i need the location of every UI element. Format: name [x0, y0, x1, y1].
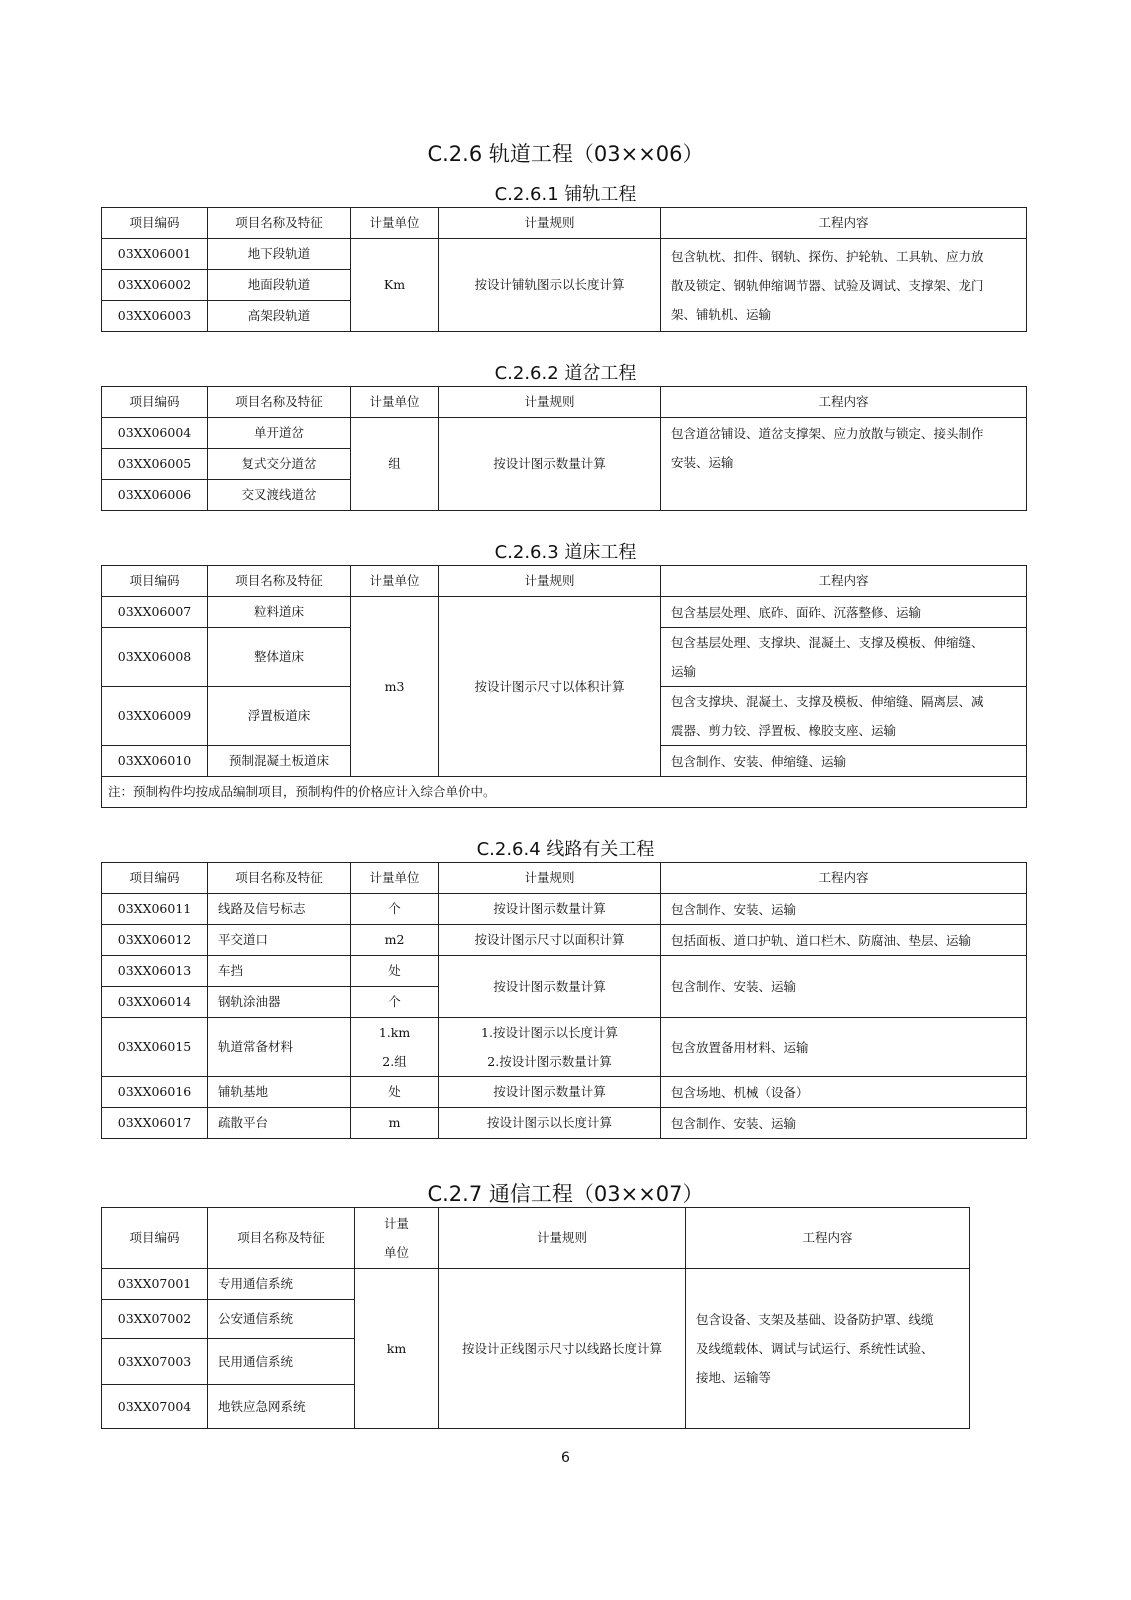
content-line: 包含基层处理、支撑块、混凝土、支撑及模板、伸缩缝、: [671, 635, 984, 650]
item-code: 03XX06004: [102, 418, 208, 449]
item-name: 粒料道床: [208, 597, 351, 628]
table-note-row: [102, 777, 1027, 808]
subsection-title-turnout: C.2.6.2 道岔工程: [494, 363, 637, 384]
item-rule: 按设计图示尺寸以体积计算: [439, 597, 661, 777]
item-content: [686, 1269, 970, 1429]
item-name: 预制混凝土板道床: [208, 746, 351, 777]
header-name: 项目名称及特征: [208, 863, 351, 894]
content-line: 散及锁定、钢轨伸缩调节器、试验及调试、支撑架、龙门: [671, 277, 984, 293]
table-track-laying: [101, 207, 1027, 332]
content-line: 包含轨枕、扣件、钢轨、探伤、护轮轨、工具轨、应力放: [671, 248, 984, 264]
table-row: [102, 1077, 1027, 1108]
item-unit: 处: [351, 956, 439, 987]
item-unit: 个: [351, 894, 439, 925]
item-code: 03XX06007: [102, 597, 208, 628]
content-line: 安装、运输: [671, 455, 734, 470]
item-name: 线路及信号标志: [208, 894, 351, 925]
item-name: 专用通信系统: [208, 1269, 355, 1300]
item-name: 浮置板道床: [208, 687, 351, 746]
header-code: 项目编码: [102, 863, 208, 894]
table-row: [102, 1018, 1027, 1077]
table-row: [102, 925, 1027, 956]
content-line: 震器、剪力铰、浮置板、橡胶支座、运输: [671, 723, 897, 738]
header-code: 项目编码: [102, 1208, 208, 1269]
header-unit: 计量单位: [351, 208, 439, 239]
unit-line: 2.组: [382, 1054, 407, 1069]
content-line: 包含支撑块、混凝土、支撑及模板、伸缩缝、隔离层、减: [671, 694, 984, 709]
content-line: 架、铺轨机、运输: [671, 306, 772, 322]
header-content: 工程内容: [661, 566, 1027, 597]
item-content: [661, 687, 1027, 746]
item-code: 03XX06014: [102, 987, 208, 1018]
section-title-main: C.2.6 轨道工程（03××06）: [427, 142, 704, 166]
item-code: 03XX06009: [102, 687, 208, 746]
item-code: 03XX06003: [102, 301, 208, 332]
item-code: 03XX06017: [102, 1108, 208, 1139]
table-communication: [101, 1207, 970, 1429]
item-code: 03XX07002: [102, 1300, 208, 1339]
item-code: 03XX06001: [102, 239, 208, 270]
item-unit: km: [355, 1269, 439, 1429]
item-name: 复式交分道岔: [208, 449, 351, 480]
item-name: 地铁应急网系统: [208, 1385, 355, 1429]
header-unit-line: 单位: [383, 1245, 409, 1260]
item-code: 03XX06008: [102, 628, 208, 687]
item-rule: 按设计铺轨图示以长度计算: [439, 239, 661, 332]
header-name: 项目名称及特征: [208, 208, 351, 239]
subsection-title-track-laying: C.2.6.1 铺轨工程: [494, 184, 637, 205]
header-code: 项目编码: [102, 208, 208, 239]
header-unit: 计量单位: [351, 387, 439, 418]
header-rule: 计量规则: [439, 208, 661, 239]
item-content: [661, 597, 1027, 628]
item-name: 车挡: [208, 956, 351, 987]
item-content: [661, 239, 1027, 332]
item-unit: m3: [351, 597, 439, 777]
subsection-title-track-bed: C.2.6.3 道床工程: [494, 542, 637, 563]
item-rule: 按设计图示以长度计算: [439, 1108, 661, 1139]
rule-line: 2.按设计图示数量计算: [487, 1054, 612, 1069]
item-rule: 按设计图示尺寸以面积计算: [439, 925, 661, 956]
table-row: [102, 239, 1027, 270]
header-name: 项目名称及特征: [208, 1208, 355, 1269]
item-rule: 按设计图示数量计算: [439, 1077, 661, 1108]
header-rule: 计量规则: [439, 387, 661, 418]
item-content: 包含场地、机械（设备）: [661, 1077, 1027, 1108]
item-rule: [439, 1018, 661, 1077]
item-code: 03XX07001: [102, 1269, 208, 1300]
item-code: 03XX06013: [102, 956, 208, 987]
item-rule: 按设计图示数量计算: [439, 418, 661, 511]
item-unit: m: [351, 1108, 439, 1139]
header-rule: 计量规则: [439, 1208, 686, 1269]
item-code: 03XX07004: [102, 1385, 208, 1429]
item-content: 包含制作、安装、运输: [661, 1108, 1027, 1139]
item-name: 钢轨涂油器: [208, 987, 351, 1018]
item-code: 03XX06005: [102, 449, 208, 480]
header-rule: 计量规则: [439, 566, 661, 597]
item-unit: m2: [351, 925, 439, 956]
item-unit: Km: [351, 239, 439, 332]
item-rule: 按设计图示数量计算: [439, 894, 661, 925]
header-unit-line: 计量: [383, 1216, 409, 1231]
header-content: 工程内容: [661, 863, 1027, 894]
item-rule: 按设计图示数量计算: [439, 956, 661, 1018]
content-line: 包含制作、安装、伸缩缝、运输: [671, 753, 847, 769]
header-content: 工程内容: [661, 208, 1027, 239]
table-track-bed: [101, 565, 1027, 808]
header-name: 项目名称及特征: [208, 387, 351, 418]
content-line: 接地、运输等: [696, 1370, 772, 1385]
item-name: 平交道口: [208, 925, 351, 956]
table-row: [102, 1108, 1027, 1139]
content-line: 包含道岔铺设、道岔支撑架、应力放散与锁定、接头制作: [671, 426, 984, 441]
item-unit: 个: [351, 987, 439, 1018]
item-code: 03XX06002: [102, 270, 208, 301]
content-line: 及线缆载体、调试与试运行、系统性试验、: [696, 1341, 934, 1356]
content-line: 包含设备、支架及基础、设备防护罩、线缆: [696, 1312, 934, 1327]
item-name: 高架段轨道: [208, 301, 351, 332]
item-code: 03XX06012: [102, 925, 208, 956]
item-code: 03XX06015: [102, 1018, 208, 1077]
header-unit: 计量单位: [351, 863, 439, 894]
item-name: 公安通信系统: [208, 1300, 355, 1339]
item-name: 地面段轨道: [208, 270, 351, 301]
item-code: 03XX07003: [102, 1339, 208, 1385]
item-content: 包含制作、安装、运输: [661, 956, 1027, 1018]
table-row: [102, 418, 1027, 449]
item-content: 包含制作、安装、运输: [661, 894, 1027, 925]
content-line: 包含基层处理、底砟、面砟、沉落整修、运输: [671, 604, 922, 620]
table-note: 注：预制构件均按成品编制项目，预制构件的价格应计入综合单价中。: [102, 777, 1027, 808]
header-unit: 计量单位: [351, 566, 439, 597]
table-row: [102, 597, 1027, 628]
table-line-related: [101, 862, 1027, 1139]
table-turnout: [101, 386, 1027, 511]
item-name: 地下段轨道: [208, 239, 351, 270]
unit-line: 1.km: [378, 1025, 411, 1040]
header-name: 项目名称及特征: [208, 566, 351, 597]
header-content: 工程内容: [686, 1208, 970, 1269]
table-row: [102, 894, 1027, 925]
header-code: 项目编码: [102, 387, 208, 418]
item-name: 民用通信系统: [208, 1339, 355, 1385]
table-row: [102, 1269, 970, 1300]
item-code: 03XX06016: [102, 1077, 208, 1108]
page-number: 6: [561, 1450, 570, 1466]
header-rule: 计量规则: [439, 863, 661, 894]
item-unit: 组: [351, 418, 439, 511]
item-rule: 按设计正线图示尺寸以线路长度计算: [439, 1269, 686, 1429]
item-code: 03XX06011: [102, 894, 208, 925]
item-name: 整体道床: [208, 628, 351, 687]
item-name: 单开道岔: [208, 418, 351, 449]
item-content: 包含放置备用材料、运输: [661, 1018, 1027, 1077]
item-unit: 处: [351, 1077, 439, 1108]
section-title-communication: C.2.7 通信工程（03××07）: [427, 1182, 704, 1206]
subsection-title-line-related: C.2.6.4 线路有关工程: [476, 839, 655, 860]
rule-line: 1.按设计图示以长度计算: [481, 1025, 618, 1040]
item-content: [661, 746, 1027, 777]
item-name: 疏散平台: [208, 1108, 351, 1139]
item-unit: [351, 1018, 439, 1077]
item-name: 铺轨基地: [208, 1077, 351, 1108]
content-line: 运输: [671, 664, 697, 679]
table-row: [102, 956, 1027, 987]
item-name: 轨道常备材料: [208, 1018, 351, 1077]
item-content: [661, 418, 1027, 511]
item-code: 03XX06006: [102, 480, 208, 511]
item-content: [661, 628, 1027, 687]
header-code: 项目编码: [102, 566, 208, 597]
item-name: 交叉渡线道岔: [208, 480, 351, 511]
item-code: 03XX06010: [102, 746, 208, 777]
header-unit: [355, 1208, 439, 1269]
item-content: 包括面板、道口护轨、道口栏木、防腐油、垫层、运输: [661, 925, 1027, 956]
header-content: 工程内容: [661, 387, 1027, 418]
